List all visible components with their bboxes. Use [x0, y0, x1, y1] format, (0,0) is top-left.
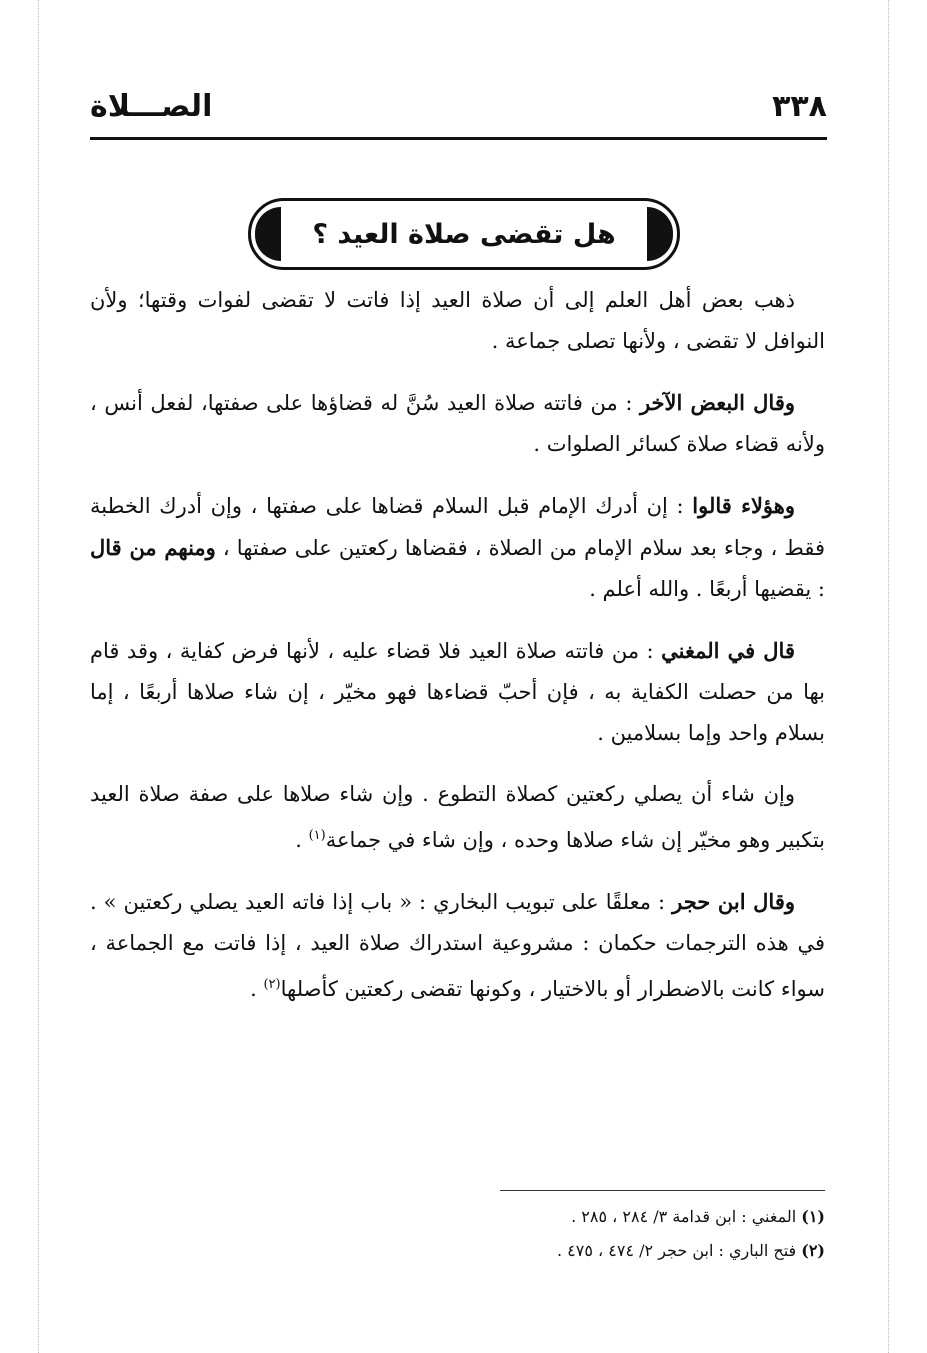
footnote	[90, 1234, 825, 1268]
page-header	[90, 80, 827, 132]
paragraph-text: .	[295, 828, 309, 852]
frame-cap-left	[255, 207, 281, 261]
frame-cap-right	[647, 207, 673, 261]
footnote	[90, 1200, 825, 1234]
paragraph-text: : من فاتته صلاة العيد فلا قضاء عليه ، لأنها فرض كفاية ، وقد قام بها من حصلت الكفاية به ، فإن أحبّ قضاءها فهو مخيّر ، إن شاء صلاها أربعًا ، إما بسلام واحد وإما بسلامين .	[90, 639, 825, 745]
footnote-text: المغني : ابن قدامة ٣/ ٢٨٤ ، ٢٨٥ .	[571, 1207, 802, 1226]
paragraph	[90, 485, 825, 610]
paragraph-lead: وقال ابن حجر	[672, 889, 796, 914]
footnote-reference[interactable]: (١)	[308, 828, 326, 843]
margin-guide	[888, 0, 889, 1353]
body-text	[90, 280, 825, 1030]
paragraph	[90, 774, 825, 861]
paragraph-text: .	[250, 977, 264, 1001]
page-number: ٣٣٨	[772, 88, 827, 124]
margin-guide	[38, 0, 39, 1353]
paragraph-text: : من فاتته صلاة العيد سُنَّ له قضاؤها على صفتها، لفعل أنس ، ولأنه قضاء صلاة كسائر الصلوات .	[90, 391, 825, 456]
section-title: هل تقضى صلاة العيد ؟	[312, 218, 616, 250]
footnote-reference[interactable]: (٢)	[263, 977, 281, 992]
footnotes	[90, 1200, 825, 1268]
section-title-frame	[248, 198, 680, 270]
paragraph	[90, 280, 825, 362]
paragraph-text: ذهب بعض أهل العلم إلى أن صلاة العيد إذا فاتت لا تقضى لفوات وقتها؛ ولأن النوافل لا تقضى ، ولأنها تصلى جماعة .	[90, 288, 825, 353]
header-rule	[90, 137, 827, 140]
paragraph	[90, 630, 825, 754]
paragraph-lead: وهؤلاء قالوا	[692, 493, 796, 518]
paragraph-text: : يقضيها أربعًا . والله أعلم .	[589, 577, 825, 601]
paragraph-text: وإن شاء أن يصلي ركعتين كصلاة التطوع . وإن شاء صلاها على صفة صلاة العيد بتكبير وهو مخيّر إن شاء صلاها وحده ، وإن شاء في جماعة	[90, 782, 825, 852]
paragraph-text: : إن أدرك الإمام قبل السلام قضاها على صفتها ، وإن أدرك الخطبة فقط ، وجاء بعد سلام الإمام من الصلاة ، فقضاها ركعتين على صفتها ،	[90, 494, 826, 560]
footnote-marker: (١)	[801, 1207, 825, 1226]
paragraph	[90, 881, 825, 1010]
paragraph-lead: قال في المغني	[661, 638, 795, 663]
running-title: الصـــلاة	[90, 88, 213, 124]
footnote-text: فتح الباري : ابن حجر ٢/ ٤٧٤ ، ٤٧٥ .	[556, 1241, 802, 1260]
paragraph-lead: وقال البعض الآخر	[639, 390, 796, 415]
paragraph-text: : معلقًا على تبويب البخاري : « باب إذا فاته العيد يصلي ركعتين » . في هذه الترجمات حكمان : مشروعية استدراك صلاة العيد ، إذا فاتت مع الجماعة ، سواء كانت بالاضطرار أو بالاختيار ، وكونها تقضى ركعتين كأصلها	[90, 890, 825, 1001]
footnote-marker: (٢)	[801, 1241, 825, 1260]
paragraph-lead: ومنهم من قال	[90, 535, 216, 560]
paragraph	[90, 382, 825, 465]
footnote-rule	[500, 1190, 825, 1191]
